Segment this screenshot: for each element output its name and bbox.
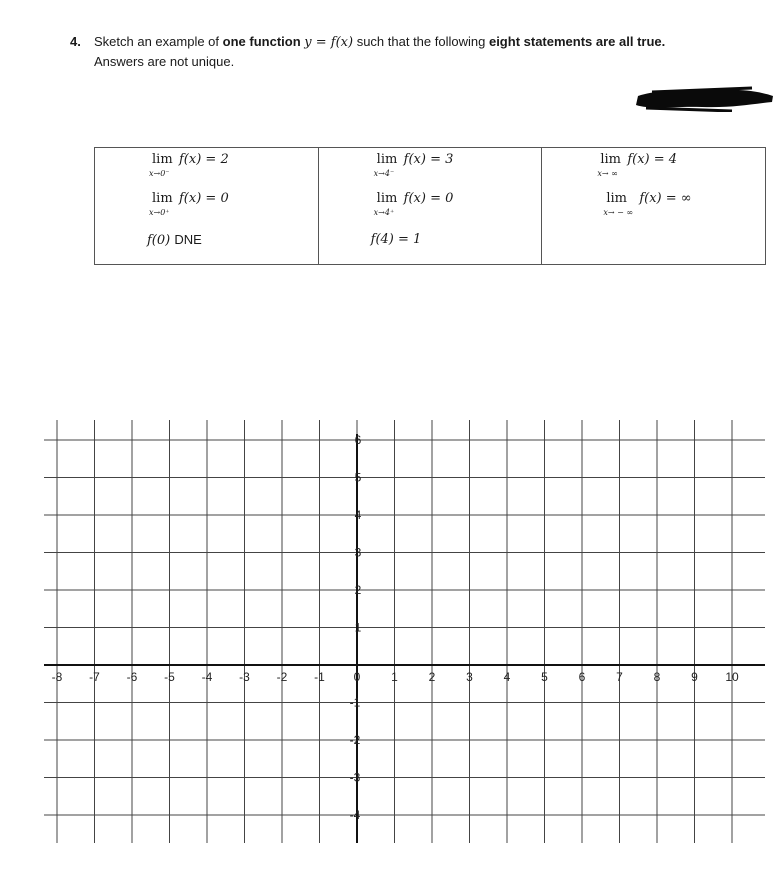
y-tick-label: -3: [349, 770, 361, 785]
x-tick-label: 1: [391, 670, 398, 684]
x-tick-label: -5: [164, 670, 175, 684]
coordinate-grid[interactable]: [0, 420, 775, 860]
x-tick-label: 9: [691, 670, 698, 684]
y-tick-label: -4: [349, 808, 361, 822]
question-bold-one-function: one function: [222, 34, 301, 49]
question-intro: Sketch an example of: [94, 34, 220, 49]
x-tick-label: 10: [725, 670, 739, 684]
question-bold-statements: eight statements are all true: [488, 34, 662, 49]
y-tick-label: 2: [354, 583, 362, 597]
x-tick-label: -7: [89, 670, 100, 684]
value-statement: f(0) DNE: [147, 232, 202, 248]
x-tick-label: 2: [428, 670, 436, 684]
y-tick-label: -1: [349, 695, 361, 710]
conditions-col-2: lim x→4⁻ f(x) = 3 lim x→4⁺ f(x) = 0 f(4) = 1: [318, 148, 542, 265]
x-tick-label: -3: [239, 670, 250, 684]
conditions-col-1: lim x→0⁻ f(x) = 2 lim x→0⁺ f(x) = 0 f(0) DNE: [95, 148, 319, 265]
y-tick-label: 5: [354, 470, 362, 485]
x-tick-label: 3: [466, 670, 473, 684]
x-tick-label: 4: [503, 670, 511, 684]
question-note: Answers are not unique.: [94, 54, 235, 69]
x-tick-label: -2: [276, 670, 288, 684]
x-tick-label: -6: [126, 670, 138, 684]
x-tick-label: 5: [541, 670, 548, 684]
x-tick-label: -1: [314, 670, 325, 684]
y-tick-label: 3: [354, 545, 362, 560]
redaction-scribble: [632, 86, 774, 112]
x-tick-label: -4: [201, 670, 213, 684]
y-tick-label: -2: [349, 733, 361, 747]
x-tick-label: -8: [51, 670, 63, 684]
question-text: [94, 32, 744, 71]
conditions-col-3: lim x→ ∞ f(x) = 4 lim x→ − ∞ f(x) = ∞: [542, 148, 766, 265]
value-statement: f(4) = 1: [370, 232, 422, 247]
y-tick-label: 6: [354, 433, 362, 447]
question-function: y = f(x): [304, 35, 354, 50]
question-mid: such that the following: [356, 34, 486, 49]
y-tick-label: 1: [354, 620, 362, 635]
question-end: .: [661, 34, 666, 49]
x-tick-label: 0: [353, 670, 361, 684]
x-tick-label: 7: [616, 670, 623, 684]
y-tick-label: 4: [354, 508, 362, 522]
conditions-table: [94, 147, 766, 265]
question-number: 4.: [70, 34, 81, 49]
x-tick-label: 6: [578, 670, 586, 684]
x-tick-label: 8: [653, 670, 661, 684]
